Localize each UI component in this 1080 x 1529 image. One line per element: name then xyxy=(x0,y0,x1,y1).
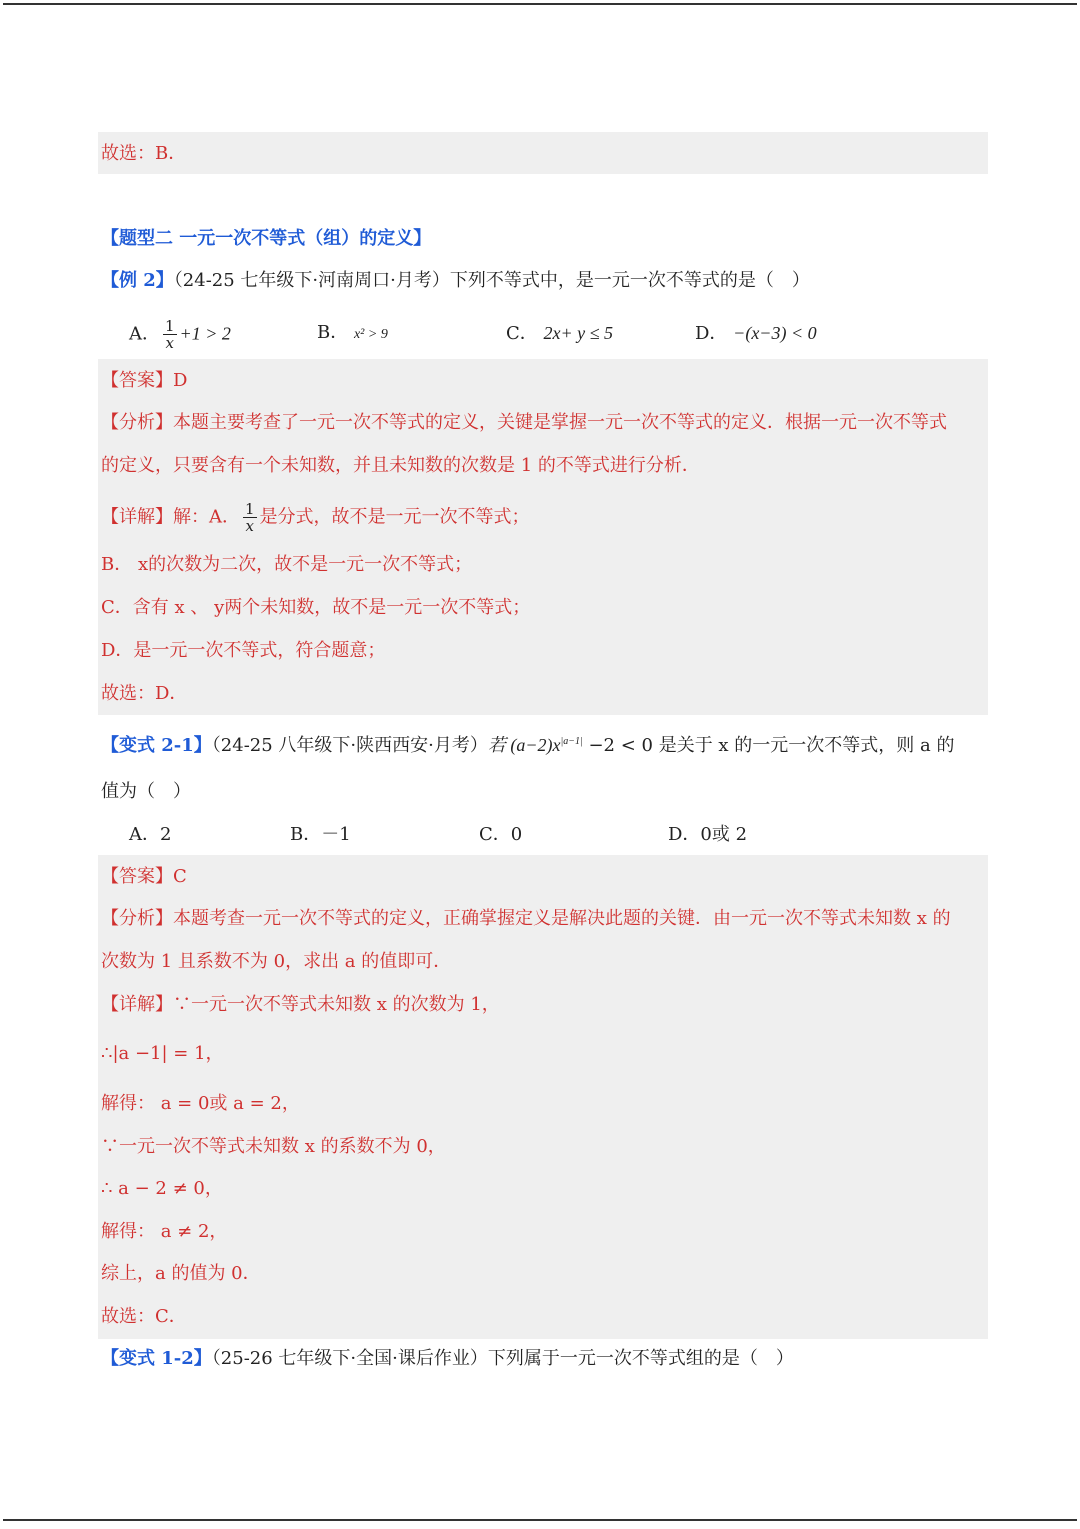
example2-conclusion: 故选：D． xyxy=(101,683,188,704)
example2-question-text: 下列不等式中，是一元一次不等式的是（ ） xyxy=(449,270,810,291)
variant21-analysis-2: 次数为 1 且系数不为 0，求出 a 的值即可． xyxy=(101,951,452,972)
variant21-question xyxy=(101,730,954,758)
variant21-question-1: 若 (a−2)x xyxy=(487,735,561,755)
example2-source: （24-25 七年级下·河南周口·月考） xyxy=(173,270,450,291)
variant21-detail-1: 【详解】∵一元一次不等式未知数 x 的次数为 1， xyxy=(101,994,500,1015)
variant21-question-2: −2 < 0 是关于 x 的一元一次不等式，则 a 的 xyxy=(582,735,955,756)
variant21-step-5: 解得： a ≠ 2， xyxy=(101,1221,228,1242)
document-page xyxy=(3,3,1077,1521)
variant21-step-1: ∴|a −1| = 1， xyxy=(101,1043,224,1064)
variant21-option-b: B．－1 xyxy=(290,824,351,845)
example2-detail-d: D．是一元一次不等式，符合题意； xyxy=(101,640,386,661)
variant21-step-6: 综上，a 的值为 0． xyxy=(101,1263,261,1284)
variant12-tag: 【变式 1-2】 xyxy=(101,1348,212,1369)
example2-detail-c: C．含有 x 、 y两个未知数，故不是一元一次不等式； xyxy=(101,597,531,618)
variant21-conclusion: 故选：C． xyxy=(101,1306,187,1327)
option-c-label: C． xyxy=(506,323,538,344)
example2-detail-b: B． x的次数为二次，故不是一元一次不等式； xyxy=(101,554,473,575)
variant12-question-text: 下列属于一元一次不等式组的是（ ） xyxy=(487,1348,794,1369)
variant12-source: （25-26 七年级下·全国·课后作业） xyxy=(211,1348,488,1369)
example2-answer: 【答案】D xyxy=(101,370,188,391)
variant21-step-4: ∴ a − 2 ≠ 0， xyxy=(101,1178,223,1199)
example2-option-c xyxy=(506,321,613,346)
example2-analysis-1: 【分析】本题主要考查了一元一次不等式的定义，关键是掌握一元一次不等式的定义．根据一元一次不等式 xyxy=(101,412,947,433)
detail-a-rest: 是分式，故不是一元一次不等式； xyxy=(259,506,530,528)
variant21-step-3: ∵一元一次不等式未知数 x 的系数不为 0， xyxy=(101,1136,446,1157)
option-b-expr: x² > 9 xyxy=(353,327,388,342)
example2-tag: 【例 2】 xyxy=(101,270,174,291)
example2-option-b xyxy=(317,321,388,347)
variant21-tag: 【变式 2-1】 xyxy=(101,735,212,756)
variant21-option-d: D．0或 2 xyxy=(668,824,748,845)
variant21-answer: 【答案】C xyxy=(101,866,187,887)
answer-box-top xyxy=(98,132,988,174)
variant21-question-line2: 值为（ ） xyxy=(101,781,191,802)
example2-option-a xyxy=(129,318,231,351)
option-b-label: B． xyxy=(317,322,349,343)
section-heading: 【题型二 一元一次不等式（组）的定义】 xyxy=(101,228,432,249)
option-d-expr: −(x−3) < 0 xyxy=(733,323,817,343)
variant21-analysis-1: 【分析】本题考查一元一次不等式的定义，正确掌握定义是解决此题的关键．由一元一次不等式未知数 x 的 xyxy=(101,908,951,929)
variant21-option-a: A．2 xyxy=(129,824,172,845)
detail-prefix: 【详解】解：A． xyxy=(101,506,240,528)
example2-option-d xyxy=(695,321,817,346)
example2-question xyxy=(101,269,810,293)
top-answer: 故选：B． xyxy=(101,143,187,164)
variant21-option-c: C．0 xyxy=(479,824,523,845)
option-d-label: D． xyxy=(695,323,728,344)
example2-detail-a xyxy=(101,501,530,534)
variant21-question-sup: |a−1| xyxy=(560,736,583,747)
option-c-expr: 2x+ y ≤ 5 xyxy=(543,323,614,343)
detail-fraction: $\frac{1}{x}$ xyxy=(245,500,255,535)
variant12-question xyxy=(101,1347,794,1371)
example2-analysis-2: 的定义，只要含有一个未知数，并且未知数的次数是 1 的不等式进行分析． xyxy=(101,455,700,476)
option-a-fraction: $\frac{1}{x}$ xyxy=(165,317,175,352)
option-a-label: A． xyxy=(129,323,160,345)
variant21-step-2: 解得： a = 0或 a = 2， xyxy=(101,1093,300,1114)
variant21-source: （24-25 八年级下·陕西西安·月考） xyxy=(211,735,488,756)
option-a-rest: +1 > 2 xyxy=(179,323,231,344)
